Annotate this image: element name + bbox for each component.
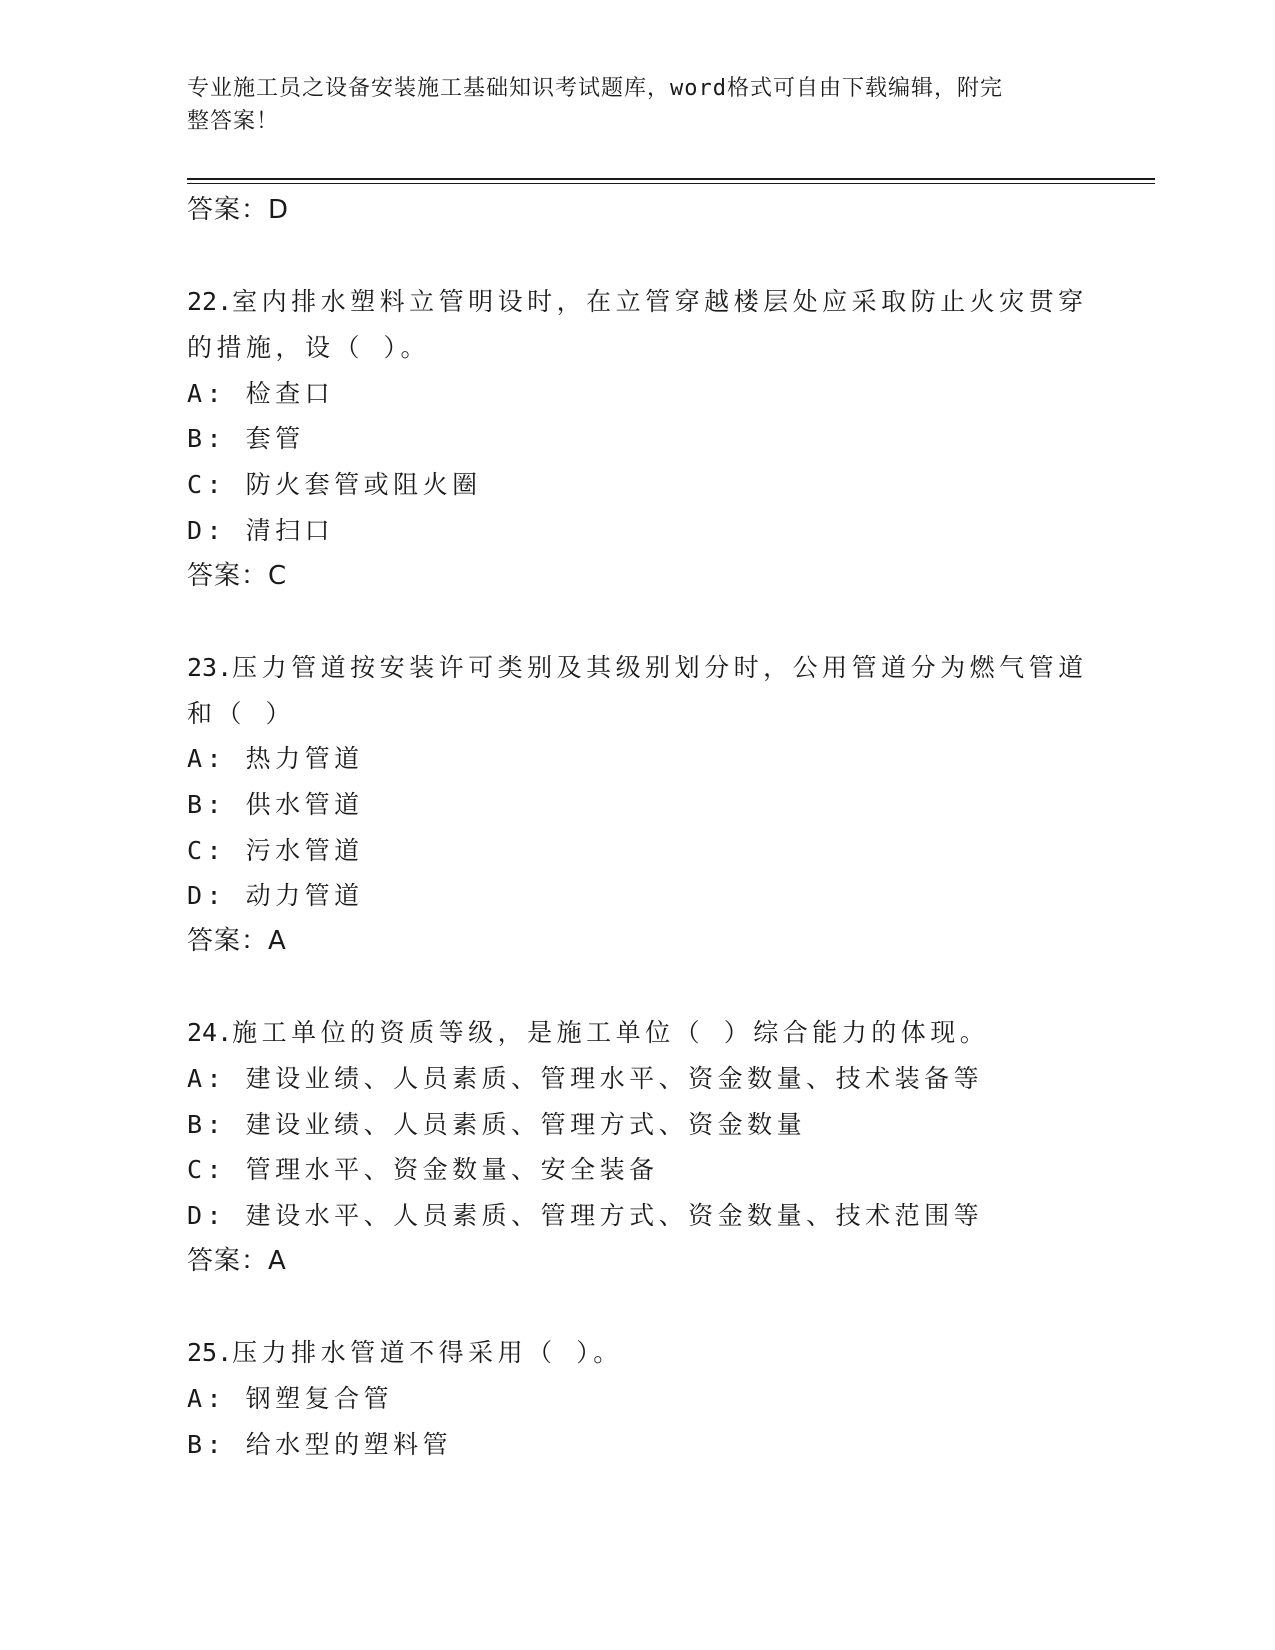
question-list: [187, 188, 1087, 1467]
answer-value: A: [268, 1245, 287, 1276]
option-c: [187, 1147, 1087, 1193]
question-block: [187, 1330, 1087, 1467]
question-stem: [187, 645, 1087, 691]
option-label: D:: [187, 515, 227, 545]
question-stem-continued: 的措施，设（ ）。: [187, 333, 431, 363]
spacer: [187, 234, 1087, 280]
option-text: 建设水平、人员素质、管理方式、资金数量、技术范围等: [245, 1201, 984, 1231]
question-number: 24.: [187, 1018, 233, 1048]
option-text: 钢塑复合管: [245, 1383, 394, 1413]
option-label: D:: [187, 881, 227, 911]
option-d: [187, 873, 1087, 919]
header-divider-thick: [187, 178, 1155, 180]
option-d: [187, 508, 1087, 554]
option-label: B:: [187, 1429, 227, 1459]
header-divider-thin: [187, 183, 1155, 184]
option-label: D:: [187, 1201, 227, 1231]
question-stem: [187, 1330, 1087, 1376]
option-text: 热力管道: [245, 744, 364, 774]
question-stem-text: 压力排水管道不得采用（ ）。: [232, 1338, 623, 1368]
option-text: 供水管道: [245, 789, 364, 819]
question-number: 23.: [187, 652, 233, 682]
option-label: B:: [187, 424, 227, 454]
header-line-2: 整答案！: [187, 109, 280, 134]
option-label: B:: [187, 1109, 227, 1139]
answer-value: C: [268, 560, 288, 591]
option-b: [187, 1102, 1087, 1148]
option-a: [187, 1376, 1087, 1422]
option-label: A:: [187, 378, 227, 408]
question-block: [187, 279, 1087, 599]
option-text: 给水型的塑料管: [245, 1429, 453, 1459]
spacer: [187, 965, 1087, 1011]
option-text: 套管: [245, 424, 305, 454]
question-number: 22.: [187, 287, 233, 317]
spacer: [187, 1285, 1087, 1331]
option-a: [187, 1056, 1087, 1102]
option-text: 检查口: [245, 378, 335, 408]
option-label: B:: [187, 789, 227, 819]
option-text: 污水管道: [245, 835, 364, 865]
question-stem: [187, 279, 1087, 325]
option-label: A:: [187, 744, 227, 774]
answer-value: D: [268, 195, 290, 225]
question-block: [187, 1010, 1087, 1284]
option-label: C:: [187, 835, 227, 865]
option-text: 防火套管或阻火圈: [245, 470, 482, 500]
question-stem-text: 室内排水塑料立管明设时，在立管穿越楼层处应采取防止火灾贯穿: [232, 287, 1088, 317]
question-number: 25.: [187, 1338, 233, 1368]
option-b: [187, 416, 1087, 462]
document-header: [187, 72, 1067, 138]
answer-prefix: 答案：: [187, 195, 269, 225]
option-text: 建设业绩、人员素质、管理方式、资金数量: [245, 1109, 807, 1139]
answer-prefix: 答案：: [187, 926, 269, 956]
header-line-1: 专业施工员之设备安装施工基础知识考试题库，word格式可自由下载编辑，附完: [187, 76, 1003, 101]
option-label: A:: [187, 1064, 227, 1094]
option-c: [187, 462, 1087, 508]
option-text: 动力管道: [245, 881, 364, 911]
spacer: [187, 599, 1087, 645]
option-text: 建设业绩、人员素质、管理水平、资金数量、技术装备等: [245, 1064, 984, 1094]
option-text: 清扫口: [245, 515, 335, 545]
option-label: C:: [187, 470, 227, 500]
answer-prefix: 答案：: [187, 1245, 269, 1276]
option-b: [187, 1422, 1087, 1468]
question-block: [187, 645, 1087, 965]
option-a: [187, 371, 1087, 417]
option-a: [187, 736, 1087, 782]
question-stem-continued: 和（ ）: [187, 698, 296, 728]
question-stem-text: 压力管道按安装许可类别及其级别划分时，公用管道分为燃气管道: [232, 652, 1088, 682]
question-stem-text: 施工单位的资质等级，是施工单位（ ）综合能力的体现。: [232, 1018, 990, 1048]
option-text: 管理水平、资金数量、安全装备: [245, 1155, 659, 1185]
previous-answer: [187, 188, 1087, 234]
option-c: [187, 828, 1087, 874]
answer-value: A: [268, 926, 287, 956]
question-answer: [187, 1239, 1087, 1285]
question-answer: [187, 919, 1087, 965]
answer-prefix: 答案：: [187, 560, 269, 591]
question-stem: [187, 1010, 1087, 1056]
option-b: [187, 782, 1087, 828]
question-answer: [187, 554, 1087, 600]
option-label: A:: [187, 1383, 227, 1413]
option-d: [187, 1193, 1087, 1239]
option-label: C:: [187, 1155, 227, 1185]
